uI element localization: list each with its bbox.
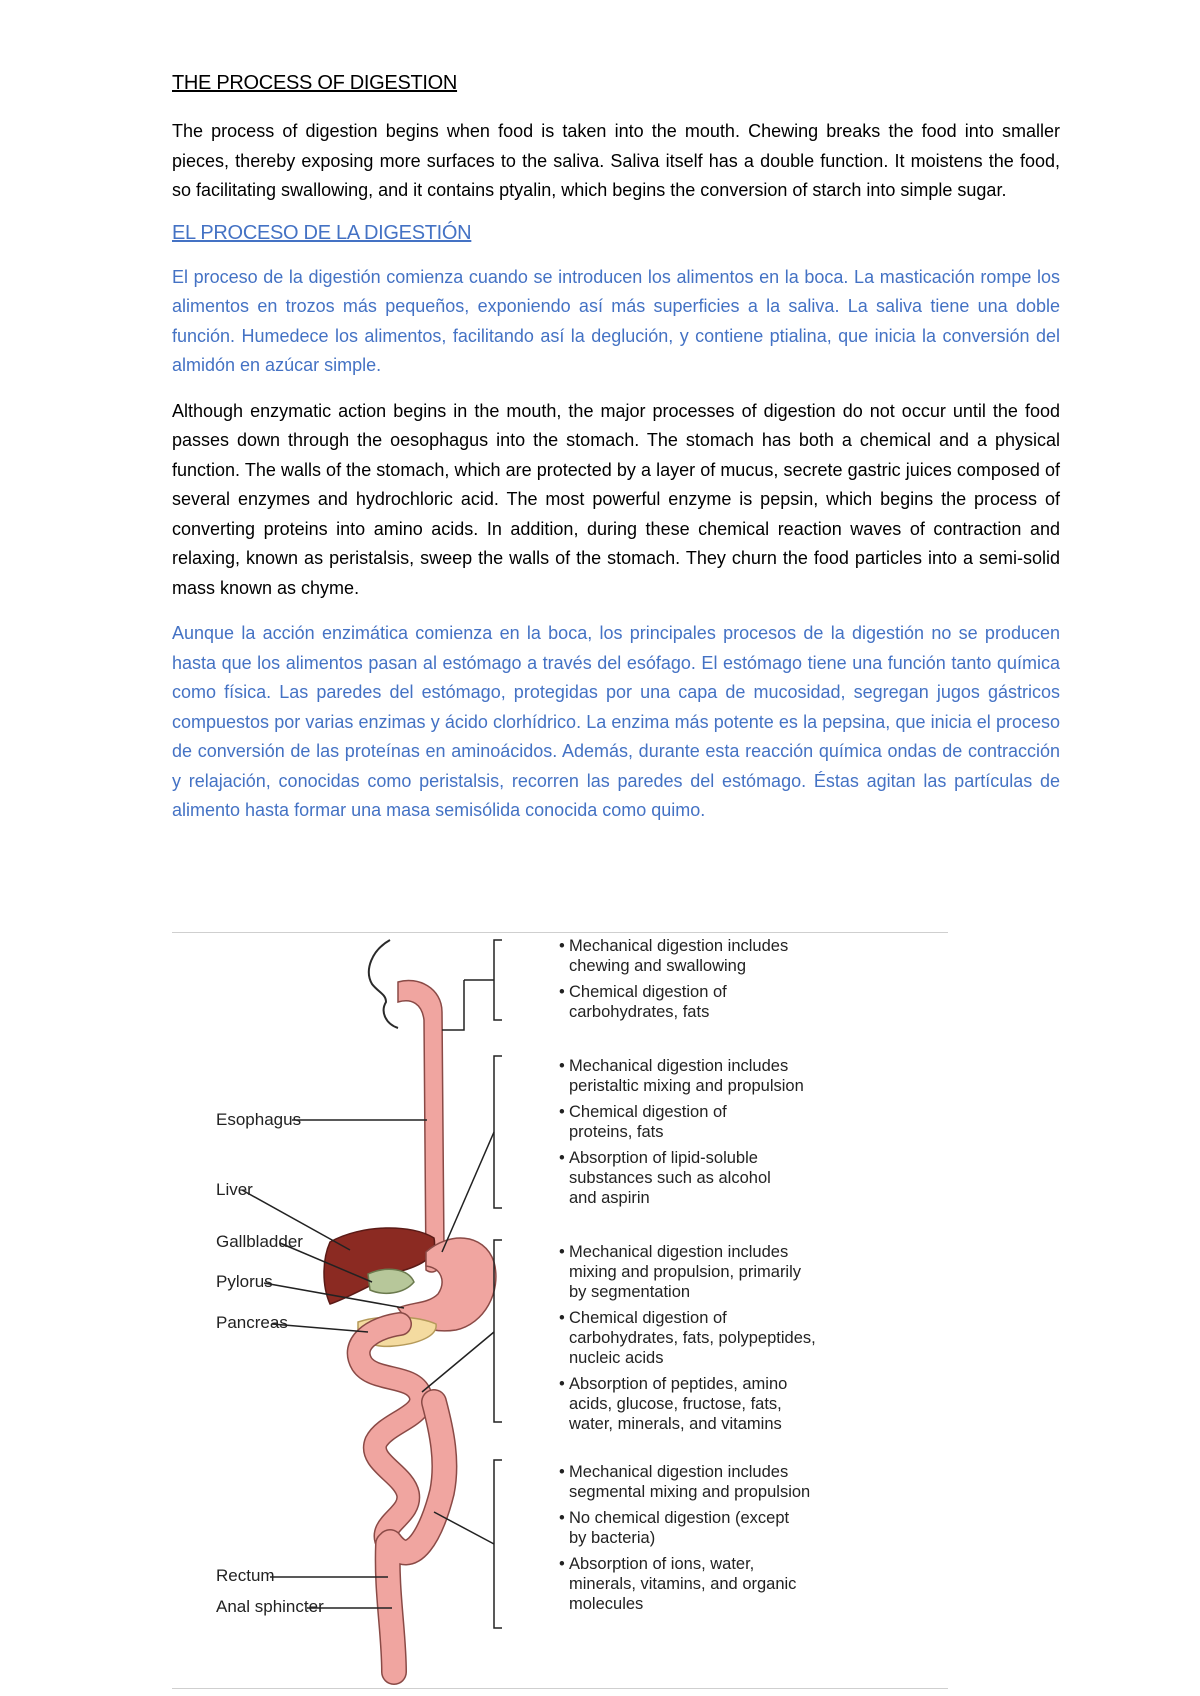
large-intestine-notes [559,1462,810,1620]
list-item: • Absorption of ions, water, minerals, vitamins, and organic molecules [559,1555,797,1613]
paragraph-1-spanish: El proceso de la digestión comienza cuando se introducen los alimentos en la boca. La masticación rompe los alimentos en trozos más pequeños, exponiendo así más superficies a la saliva. La saliva tiene una doble función. Humedece los alimentos, facilitando así la deglución, y contiene ptialina, que inicia la conversión del almidón en azúcar simple. [172,266,1060,375]
label-liver: Liver [216,1180,253,1199]
list-item: • No chemical digestion (except by bacteria) [559,1509,790,1547]
mouth-notes [559,936,788,1028]
small-intestine-notes [559,1242,816,1440]
list-item: • Chemical digestion of proteins, fats [559,1103,727,1141]
head-outline [369,940,398,1028]
mouth-bracket [442,940,502,1030]
label-esophagus: Esophagus [216,1110,302,1129]
list-item: • Mechanical digestion includes segmental mixing and propulsion [559,1463,811,1501]
large-intestine-inner [388,1402,445,1672]
paragraph-1-english: The process of digestion begins when food is taken into the mouth. Chewing breaks the food into smaller pieces, thereby exposing more surfaces to the saliva. Saliva itself has a double function. It moistens the food, so facilitating swallowing, and it contains ptyalin, which begins the conversion of starch into simple sugar. [172,121,1060,200]
list-item: • Chemical digestion of carbohydrates, fats, polypeptides, nucleic acids [559,1309,816,1367]
label-gallbladder: Gallbladder [216,1232,303,1251]
gallbladder-shape [368,1269,414,1293]
label-pancreas: Pancreas [216,1313,288,1332]
figure-bottom-rule [172,1688,948,1689]
title-spanish: EL PROCESO DE LA DIGESTIÓN [172,221,472,244]
list-item: • Mechanical digestion includes mixing and propulsion, primarily by segmentation [559,1243,802,1301]
list-item: • Absorption of lipid-soluble substances such as alcohol and aspirin [559,1149,771,1207]
title-english: THE PROCESS OF DIGESTION [172,72,458,94]
list-item: • Chemical digestion of carbohydrates, fats [559,983,727,1021]
label-anal-sphincter: Anal sphincter [216,1597,324,1616]
list-item: • Mechanical digestion includes chewing and swallowing [559,937,789,975]
label-pylorus: Pylorus [216,1272,273,1291]
label-rectum: Rectum [216,1566,275,1585]
paragraph-2-english: Although enzymatic action begins in the mouth, the major processes of digestion do not occur until the food passes down through the oesophagus into the stomach. The stomach has both a chemical and a physical function. The walls of the stomach, which are protected by a layer of mucus, secrete gastric juices composed of several enzymes and hydrochloric acid. The most powerful enzyme is pepsin, which begins the process of converting proteins into amino acids. In addition, during these chemical reaction waves of contraction and relaxing, known as peristalsis, sweep the walls of the stomach. They churn the food particles into a semi-solid mass known as chyme. [172,400,1060,598]
stomach-bracket [442,1056,502,1252]
list-item: • Absorption of peptides, amino acids, glucose, fructose, fats, water, minerals, and vitamins [559,1375,788,1433]
document-body [172,72,1060,842]
stomach-notes [559,1056,804,1214]
paragraph-2-spanish: Aunque la acción enzimática comienza en la boca, los principales procesos de la digestión no se producen hasta que los alimentos pasan al estómago a través del esófago. El estómago tiene una función tanto química como física. Las paredes del estómago, protegidas por una capa de mucosidad, segregan jugos gástricos compuestos por varias enzimas y ácido clorhídrico. La enzima más potente es la pepsina, que inicia el proceso de conversión de las proteínas en aminoácidos. Además, durante esta reacción química ondas de contracción y relajación, conocidas como peristalsis, recorren las paredes del estómago. Éstas agitan las partículas de alimento hasta formar una masa semisólida conocida como quimo. [172,623,1060,820]
list-item: • Mechanical digestion includes peristaltic mixing and propulsion [559,1057,804,1095]
digestive-system-figure [172,932,948,1692]
